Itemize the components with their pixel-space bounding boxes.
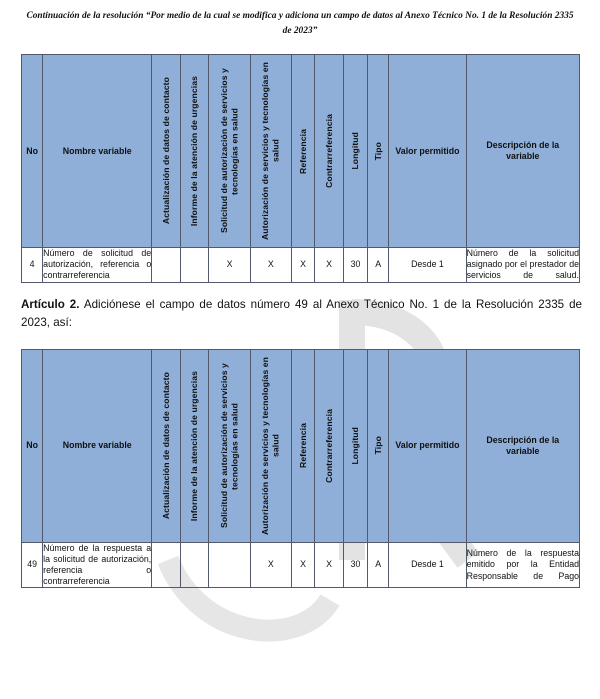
- running-header: Continuación de la resolución “Por medio de la cual se modifica y adiciona un campo de datos al Anexo Técnico No. 1 de la Resolución 2335 de 2023”: [26, 11, 574, 36]
- table-1-wrapper: [0, 54, 600, 283]
- col-header-referencia: Referencia: [291, 349, 314, 542]
- cell-descripcion: Número de la respuesta emitido por la Entidad Responsable de Pago: [466, 542, 579, 588]
- col-header-nombre-variable: Nombre variable: [43, 349, 152, 542]
- cell-tipo: A: [368, 542, 389, 588]
- cell-autorizacion: X: [250, 542, 291, 588]
- cell-no: 49: [22, 542, 43, 588]
- col-header-tipo: Tipo: [368, 349, 389, 542]
- data-table-anexo-campo-4: [21, 54, 580, 283]
- col-header-informe-atencion-urgencias: Informe de la atención de urgencias: [180, 349, 209, 542]
- table-2-wrapper: [0, 349, 600, 589]
- cell-contrarreferencia: X: [315, 248, 344, 283]
- col-header-valor-permitido: Valor permitido: [389, 55, 466, 248]
- col-header-no: No: [22, 55, 43, 248]
- cell-valor-permitido: Desde 1: [389, 542, 466, 588]
- table-2-header-row: [22, 349, 580, 542]
- cell-solicitud: [209, 542, 250, 588]
- cell-informe: [180, 248, 209, 283]
- col-header-descripcion-variable: Descripción de la variable: [466, 349, 579, 542]
- cell-descripcion: Número de la solicitud asignado por el prestador de servicios de salud.: [466, 248, 579, 281]
- col-header-autorizacion-servicios: Autorización de servicios y tecnologías en salud: [250, 55, 291, 248]
- col-header-actualizacion-datos-contacto: Actualización de datos de contacto: [152, 55, 181, 248]
- articulo-2-text: Adiciónese el campo de datos número 49 al Anexo Técnico No. 1 de la Resolución 2335 de 2023, así:: [21, 297, 582, 329]
- cell-nombre-variable: Número de la respuesta a la solicitud de autorización, referencia o contrarreferencia: [43, 542, 152, 587]
- col-header-solicitud-autorizacion-servicios: Solicitud de autorización de servicios y tecnologías en salud: [209, 55, 250, 248]
- col-header-descripcion-variable: Descripción de la variable: [466, 55, 579, 248]
- articulo-2-paragraph: [0, 296, 600, 332]
- cell-referencia: X: [291, 542, 314, 588]
- col-header-longitud: Longitud: [343, 55, 367, 248]
- col-header-valor-permitido: Valor permitido: [389, 349, 466, 542]
- col-header-contrarreferencia: Contrarreferencia: [315, 349, 344, 542]
- data-table-anexo-campo-49: [21, 349, 580, 589]
- col-header-no: No: [22, 349, 43, 542]
- cell-no: 4: [22, 248, 43, 283]
- col-header-solicitud-autorizacion-servicios: Solicitud de autorización de servicios y tecnologías en salud: [209, 349, 250, 542]
- table-1-header-row: [22, 55, 580, 248]
- cell-nombre-variable: Número de solicitud de autorización, referencia o contrarreferencia: [43, 248, 152, 281]
- col-header-informe-atencion-urgencias: Informe de la atención de urgencias: [180, 55, 209, 248]
- table-row: [22, 542, 580, 588]
- cell-actualizacion: [152, 248, 181, 283]
- cell-longitud: 30: [343, 542, 367, 588]
- cell-contrarreferencia: X: [315, 542, 344, 588]
- col-header-nombre-variable: Nombre variable: [43, 55, 152, 248]
- col-header-referencia: Referencia: [291, 55, 314, 248]
- cell-valor-permitido: Desde 1: [389, 248, 466, 283]
- cell-autorizacion: X: [250, 248, 291, 283]
- table-row: [22, 248, 580, 283]
- col-header-longitud: Longitud: [343, 349, 367, 542]
- cell-referencia: X: [291, 248, 314, 283]
- cell-longitud: 30: [343, 248, 367, 283]
- col-header-autorizacion-servicios: Autorización de servicios y tecnologías en salud: [250, 349, 291, 542]
- col-header-tipo: Tipo: [368, 55, 389, 248]
- cell-solicitud: X: [209, 248, 250, 283]
- cell-tipo: A: [368, 248, 389, 283]
- col-header-contrarreferencia: Contrarreferencia: [315, 55, 344, 248]
- cell-informe: [180, 542, 209, 588]
- col-header-actualizacion-datos-contacto: Actualización de datos de contacto: [152, 349, 181, 542]
- articulo-2-label: Artículo 2.: [21, 297, 80, 311]
- cell-actualizacion: [152, 542, 181, 588]
